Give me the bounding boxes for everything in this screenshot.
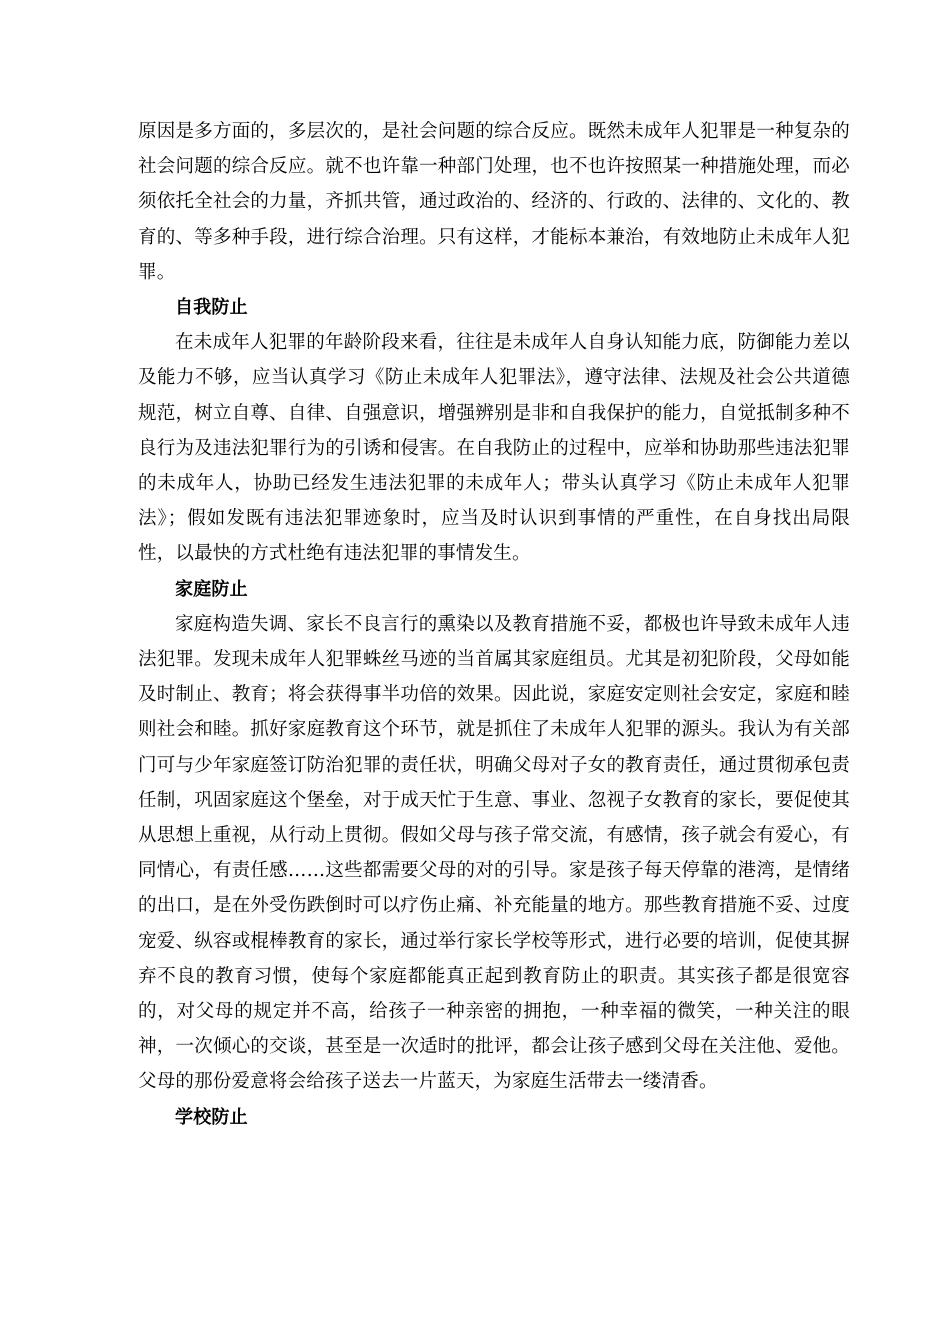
paragraph-intro: 原因是多方面的，多层次的，是社会问题的综合反应。既然未成年人犯罪是一种复杂的社会问题的综合反应。就不也许靠一种部门处理，也不也许按照某一种措施处理，而必须依托全社会的力量，齐抓共管，通过政治的、经济的、行政的、法律的、文化的、教育的、等多种手段，进行综合治理。只有这样，才能标本兼治，有效地防止未成年人犯罪。 [138,121,850,283]
section-heading-self-prevention: 自我防止 [175,297,248,319]
document-body [138,114,850,1135]
paragraph-self-prevention: 在未成年人犯罪的年龄阶段来看，往往是未成年人自身认知能力底，防御能力差以及能力不够，应当认真学习《防止未成年人犯罪法》，遵守法律、法规及社会公共道德规范，树立自尊、自律、自强意识，增强辨别是非和自我保护的能力，自觉抵制多种不良行为及违法犯罪行为的引诱和侵害。在自我防止的过程中，应举和协助那些违法犯罪的未成年人，协助已经发生违法犯罪的未成年人；带头认真学习《防止未成年人犯罪法》；假如发既有违法犯罪迹象时，应当及时认识到事情的严重性，在自身找出局限性，以最快的方式杜绝有违法犯罪的事情发生。 [138,332,850,565]
paragraph-family-prevention: 家庭构造失调、家长不良言行的熏染以及教育措施不妥，都极也许导致未成年人违法犯罪。发现未成年人犯罪蛛丝马迹的当首属其家庭组员。尤其是初犯阶段，父母如能及时制止、教育；将会获得事半功倍的效果。因此说，家庭安定则社会安定，家庭和睦则社会和睦。抓好家庭教育这个环节，就是抓住了未成年人犯罪的源头。我认为有关部门可与少年家庭签订防治犯罪的责任状，明确父母对子女的教育责任，通过贯彻承包责任制，巩固家庭这个堡垒，对于成天忙于生意、事业、忽视子女教育的家长，要促使其从思想上重视，从行动上贯彻。假如父母与孩子常交流，有感情，孩子就会有爱心，有同情心，有责任感……这些都需要父母的对的引导。家是孩子每天停靠的港湾，是情绪的出口，是在外受伤跌倒时可以疗伤止痛、补充能量的地方。那些教育措施不妥、过度宠爱、纵容或棍棒教育的家长，通过举行家长学校等形式，进行必要的培训，促使其摒弃不良的教育习惯，使每个家庭都能真正起到教育防止的职责。其实孩子都是很宽容的，对父母的规定并不高，给孩子一种亲密的拥抱，一种幸福的微笑，一种关注的眼神，一次倾心的交谈，甚至是一次适时的批评，都会让孩子感到父母在关注他、爱他。父母的那份爱意将会给孩子送去一片蓝天，为家庭生活带去一缕清香。 [138,613,850,1093]
section-heading-school-prevention: 学校防止 [175,1106,248,1128]
section-heading-family-prevention: 家庭防止 [175,578,248,600]
